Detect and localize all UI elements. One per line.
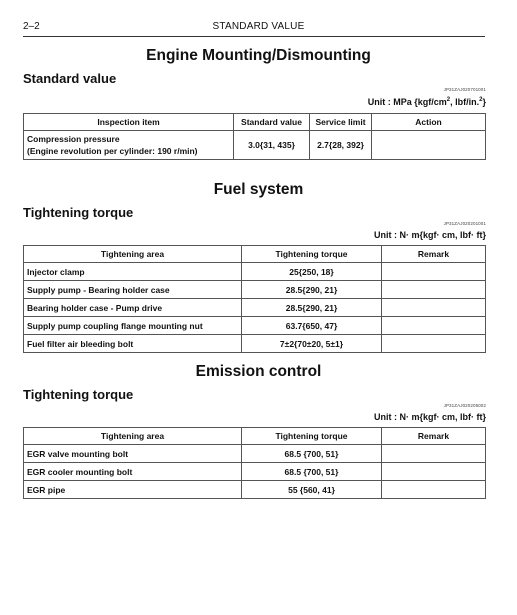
tightening-torque-cell: 68.5 {700, 51} [242, 445, 382, 463]
standard-value-table [23, 113, 486, 160]
remark-cell [382, 445, 486, 463]
tightening-area-cell: Supply pump - Bearing holder case [24, 281, 242, 299]
table-row [24, 481, 486, 499]
unit-label-emission: Unit : N· m{kgf· cm, lbf· ft} [374, 412, 486, 422]
subtitle-standard-value: Standard value [23, 71, 117, 86]
table-header-row [24, 246, 486, 263]
column-header: Service limit [310, 114, 372, 131]
column-header: Action [372, 114, 486, 131]
section-title-engine: Engine Mounting/Dismounting [146, 47, 371, 64]
column-header: Inspection item [24, 114, 234, 131]
table-row [24, 281, 486, 299]
section-title-emission: Emission control [195, 363, 322, 380]
inspection-item-cell [24, 131, 234, 160]
column-header: Tightening torque [242, 246, 382, 263]
column-header: Remark [382, 428, 486, 445]
remark-cell [382, 263, 486, 281]
subtitle-tightening-torque: Tightening torque [23, 205, 134, 220]
inspection-item-line: Compression pressure [27, 134, 120, 144]
unit-label-fuel: Unit : N· m{kgf· cm, lbf· ft} [374, 230, 486, 240]
tightening-area-cell: Supply pump coupling flange mounting nut [24, 317, 242, 335]
unit-label-engine: Unit : MPa {$kgf/cm^2$, lbf/in.$^2$} [367, 97, 486, 107]
tightening-area-cell: Injector clamp [24, 263, 242, 281]
table-row [24, 335, 486, 353]
action-cell [372, 131, 486, 160]
column-header: Tightening area [24, 428, 242, 445]
table-row [24, 131, 486, 160]
ref-code-fuel: JP31ZAJ020201001 [443, 221, 486, 226]
tightening-area-cell: Fuel filter air bleeding bolt [24, 335, 242, 353]
table-row [24, 463, 486, 481]
subtitle-tightening-torque-emission: Tightening torque [23, 387, 134, 402]
table-row [24, 263, 486, 281]
emission-torque-table [23, 427, 486, 499]
column-header: Tightening torque [242, 428, 382, 445]
tightening-torque-cell: 63.7{650, 47} [242, 317, 382, 335]
tightening-torque-cell: 28.5{290, 21} [242, 281, 382, 299]
remark-cell [382, 481, 486, 499]
section-title-fuel: Fuel system [213, 181, 304, 198]
tightening-area-cell: Bearing holder case - Pump drive [24, 299, 242, 317]
inspection-item-line: (Engine revolution per cylinder: 190 r/min) [27, 146, 198, 156]
tightening-torque-cell: 55 {560, 41} [242, 481, 382, 499]
fuel-torque-table [23, 245, 486, 353]
remark-cell [382, 317, 486, 335]
running-title: STANDARD VALUE [212, 21, 305, 32]
table-row [24, 317, 486, 335]
ref-code-engine: JP31ZAJ020701001 [443, 87, 486, 92]
header-rule [23, 36, 485, 37]
table-row [24, 299, 486, 317]
ref-code-emission: JP31ZAJ020205002 [443, 403, 486, 408]
table-row [24, 445, 486, 463]
tightening-torque-cell: 68.5 {700, 51} [242, 463, 382, 481]
column-header: Standard value [234, 114, 310, 131]
page-number: 2–2 [23, 21, 40, 32]
remark-cell [382, 335, 486, 353]
tightening-torque-cell: 28.5{290, 21} [242, 299, 382, 317]
service-limit-cell: 2.7{28, 392} [310, 131, 372, 160]
tightening-area-cell: EGR valve mounting bolt [24, 445, 242, 463]
tightening-torque-cell: 7±2{70±20, 5±1} [242, 335, 382, 353]
remark-cell [382, 299, 486, 317]
remark-cell [382, 463, 486, 481]
standard-value-cell: 3.0{31, 435} [234, 131, 310, 160]
table-header-row [24, 114, 486, 131]
table-header-row [24, 428, 486, 445]
column-header: Remark [382, 246, 486, 263]
column-header: Tightening area [24, 246, 242, 263]
remark-cell [382, 281, 486, 299]
tightening-area-cell: EGR cooler mounting bolt [24, 463, 242, 481]
tightening-area-cell: EGR pipe [24, 481, 242, 499]
tightening-torque-cell: 25{250, 18} [242, 263, 382, 281]
